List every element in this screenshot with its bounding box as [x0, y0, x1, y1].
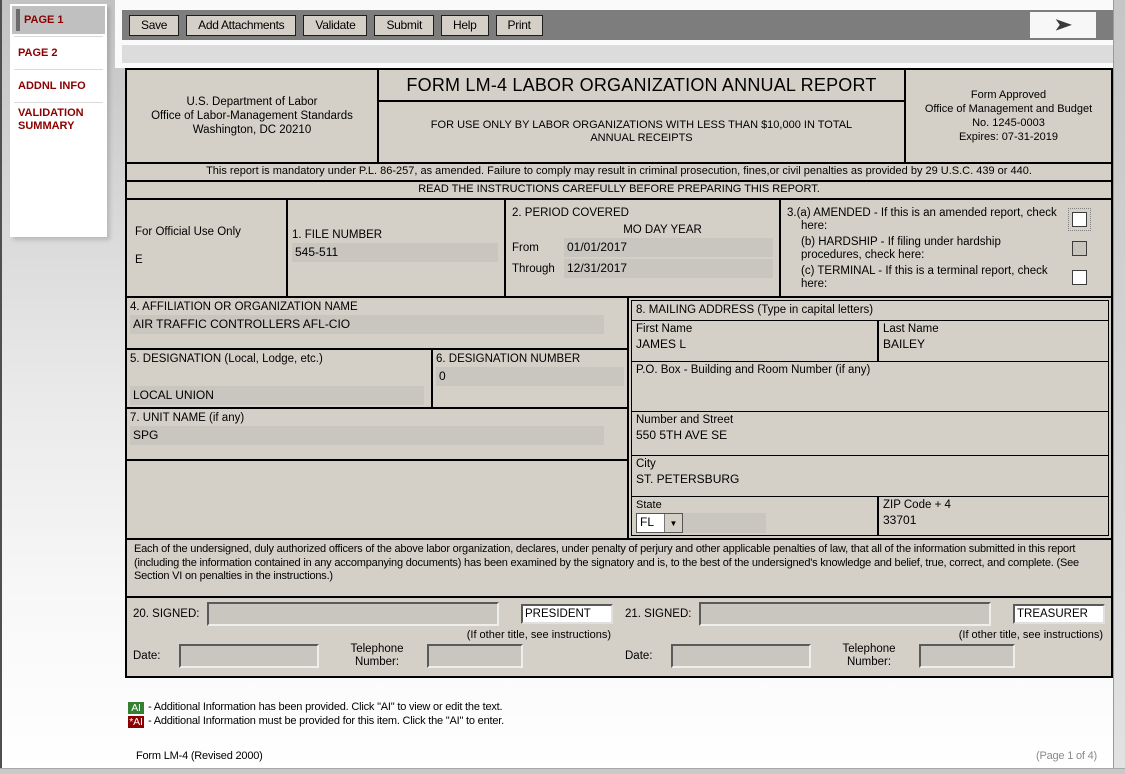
mailing-address-label: 8. MAILING ADDRESS (Type in capital letters) [632, 301, 1108, 321]
signature-treasurer-block [619, 598, 1111, 676]
hardship-label: (b) HARDSHIP - If filing under hardship procedures, check here: [801, 235, 1001, 261]
street-input[interactable]: 550 5TH AVE SE [636, 428, 728, 443]
window-right-edge [1113, 0, 1125, 774]
amended-checkbox[interactable] [1072, 212, 1087, 227]
state-field [636, 513, 766, 533]
sidebar-item-page-1[interactable] [12, 6, 105, 34]
signatures-row [127, 596, 1111, 676]
mailing-address-box [631, 300, 1109, 536]
chevron-down-icon[interactable]: ▼ [664, 514, 682, 532]
sidebar-item-label: ADDNL INFO [18, 79, 86, 92]
omb-line: Office of Management and Budget [924, 103, 1093, 115]
save-button[interactable]: Save [129, 15, 179, 36]
city-input[interactable]: ST. PETERSBURG [636, 472, 740, 487]
agency-line: Office of Labor-Management Standards [151, 110, 353, 122]
first-name-cell [632, 321, 879, 361]
hardship-checkbox[interactable] [1072, 241, 1087, 256]
mailing-address-column [627, 298, 1111, 538]
zip-label: ZIP Code + 4 [883, 499, 951, 511]
page-indicator: (Page 1 of 4) [1036, 750, 1097, 762]
row-items-1-2-3 [127, 198, 1111, 296]
empty-space [127, 461, 627, 538]
submit-button[interactable]: Submit [374, 15, 434, 36]
amended-label: 3.(a) AMENDED - If this is an amended report, check here: [787, 206, 1057, 232]
add-attachments-button[interactable]: Add Attachments [186, 15, 296, 36]
period-through-label: Through [512, 262, 555, 275]
title-president-input[interactable]: PRESIDENT [521, 604, 613, 624]
phone-20-input[interactable] [427, 644, 523, 668]
last-name-label: Last Name [883, 323, 939, 335]
street-label: Number and Street [636, 414, 734, 427]
sidebar-item-label: VALIDATION SUMMARY [18, 107, 84, 132]
title-treasurer-input[interactable]: TREASURER [1013, 604, 1105, 624]
other-title-note: (If other title, see instructions) [958, 629, 1103, 641]
state-selected-value: FL [640, 515, 655, 529]
form-header [127, 70, 1111, 162]
mandatory-notice: This report is mandatory under P.L. 86-257, as amended. Failure to comply may result in criminal prosecution, fines,or civil penalties as provided by 29 U.S.C. 439 or 440. [127, 162, 1111, 180]
phone-20-label: Telephone Number: [350, 643, 404, 668]
report-type-cell [779, 200, 1111, 296]
state-label: State [636, 499, 662, 511]
print-button[interactable]: Print [496, 15, 543, 36]
phone-21-input[interactable] [919, 644, 1015, 668]
message-bar [122, 45, 1114, 63]
date-20-label: Date: [133, 650, 161, 662]
file-number-label: 1. FILE NUMBER [292, 229, 383, 241]
file-number-cell [286, 200, 504, 296]
official-use-cell [127, 200, 286, 296]
active-indicator-bar [16, 9, 20, 31]
sidebar-item-label: PAGE 2 [18, 46, 58, 59]
org-info-column [127, 298, 627, 538]
other-title-note: (If other title, see instructions) [466, 629, 611, 641]
sidebar-item-label: PAGE 1 [24, 13, 64, 26]
signed-21-label: 21. SIGNED: [625, 608, 692, 620]
designation-label: 5. DESIGNATION (Local, Lodge, etc.) [130, 353, 323, 365]
ai-provided-text: - Additional Information has been provided. Click "AI" to view or edit the text. [148, 701, 503, 713]
period-covered-cell [504, 200, 779, 296]
official-use-label: For Official Use Only [135, 226, 241, 238]
last-name-input[interactable]: BAILEY [883, 337, 926, 351]
declaration-text: Each of the undersigned, duly authorized officers of the above labor organization, declares, under penalty of perjury and other applicable penalties of law, that all of the information submitted in this report (including the information contained in any accompanying documents) has been examined by the signatory and is, to the best of the undersigned's knowledge and belief, true, correct, and complete. (See Section VI on penalties in the instructions.) [127, 538, 1111, 596]
unit-name-input[interactable]: SPG [130, 426, 604, 445]
omb-line: Form Approved [970, 89, 1047, 101]
affiliation-label: 4. AFFILIATION OR ORGANIZATION NAME [130, 301, 358, 313]
affiliation-input[interactable]: AIR TRAFFIC CONTROLLERS AFL-CIO [130, 315, 604, 334]
window-left-edge [0, 0, 2, 774]
city-cell [632, 456, 1108, 497]
row-items-4-8 [127, 296, 1111, 538]
po-box-label: P.O. Box - Building and Room Number (if any) [636, 364, 871, 377]
terminal-checkbox[interactable] [1072, 270, 1087, 285]
divider [14, 102, 103, 103]
omb-line: Expires: 07-31-2019 [958, 131, 1059, 143]
period-from-label: From [512, 241, 539, 254]
read-instructions-notice: READ THE INSTRUCTIONS CAREFULLY BEFORE PREPARING THIS REPORT. [127, 180, 1111, 198]
ai-legend [128, 701, 504, 729]
date-21-input[interactable] [671, 644, 811, 668]
title-block [379, 70, 904, 162]
terminal-label: (c) TERMINAL - If this is a terminal report, check here: [801, 264, 1048, 290]
help-button[interactable]: Help [441, 15, 488, 36]
file-number-input[interactable]: 545-511 [292, 243, 498, 262]
designation-number-label: 6. DESIGNATION NUMBER [436, 353, 581, 365]
period-covered-label: 2. PERIOD COVERED [512, 207, 629, 219]
date-20-input[interactable] [179, 644, 319, 668]
ai-required-text: - Additional Information must be provided for this item. Click the "AI" to enter. [148, 715, 505, 727]
date-21-label: Date: [625, 650, 653, 662]
divider [14, 36, 103, 37]
signed-20-label: 20. SIGNED: [133, 608, 200, 620]
city-label: City [636, 458, 656, 471]
agency-line: U.S. Department of Labor [186, 96, 318, 108]
designation-number-input[interactable]: 0 [436, 367, 624, 386]
designation-number-cell [433, 350, 627, 407]
validate-button[interactable]: Validate [303, 15, 367, 36]
first-name-label: First Name [636, 323, 693, 335]
official-use-value: E [135, 254, 143, 266]
form-subtitle: FOR USE ONLY BY LABOR ORGANIZATIONS WITH LESS THAN $10,000 IN TOTAL ANNUAL RECEIPTS [430, 119, 853, 144]
designation-cell [127, 350, 433, 407]
sidebar-item-page-2[interactable] [10, 39, 107, 67]
last-name-cell [879, 321, 1108, 361]
unit-name-cell [127, 409, 627, 461]
state-cell [632, 497, 879, 535]
street-cell [632, 412, 1108, 456]
signed-20-input[interactable] [207, 602, 499, 626]
sidebar [10, 4, 107, 237]
affiliation-cell [127, 298, 627, 350]
window-bottom-edge [0, 768, 1125, 774]
omb-line: No. 1245-0003 [972, 117, 1045, 129]
toolbar [122, 10, 1114, 40]
sidebar-item-addnl-info[interactable] [10, 72, 107, 100]
zip-input[interactable]: 33701 [883, 513, 917, 527]
period-from-input[interactable]: 01/01/2017 [564, 238, 773, 257]
period-columns-header: MO DAY YEAR [623, 224, 702, 236]
divider [14, 69, 103, 70]
first-name-input[interactable]: JAMES L [636, 337, 687, 351]
po-box-cell [632, 362, 1108, 412]
agency-block [127, 70, 379, 162]
sidebar-item-validation-summary[interactable] [10, 105, 107, 135]
zip-cell [879, 497, 1108, 535]
form-title: FORM LM-4 LABOR ORGANIZATION ANNUAL REPORT [379, 70, 904, 102]
ai-required-icon: *AI [129, 715, 143, 728]
state-dropdown[interactable] [636, 513, 683, 533]
designation-input[interactable]: LOCAL UNION [130, 386, 424, 405]
form-revision-label: Form LM-4 (Revised 2000) [136, 750, 263, 762]
agency-line: Washington, DC 20210 [192, 124, 312, 136]
form-lm4 [125, 68, 1113, 678]
ai-provided-icon: AI [128, 702, 144, 714]
omb-approval-block [904, 70, 1111, 162]
send-button[interactable] [1030, 12, 1096, 38]
paper-plane-icon: ➤ [1052, 14, 1074, 35]
phone-21-label: Telephone Number: [842, 643, 896, 668]
period-through-input[interactable]: 12/31/2017 [564, 259, 773, 278]
signed-21-input[interactable] [699, 602, 991, 626]
signature-president-block [127, 598, 619, 676]
unit-name-label: 7. UNIT NAME (if any) [130, 412, 245, 424]
